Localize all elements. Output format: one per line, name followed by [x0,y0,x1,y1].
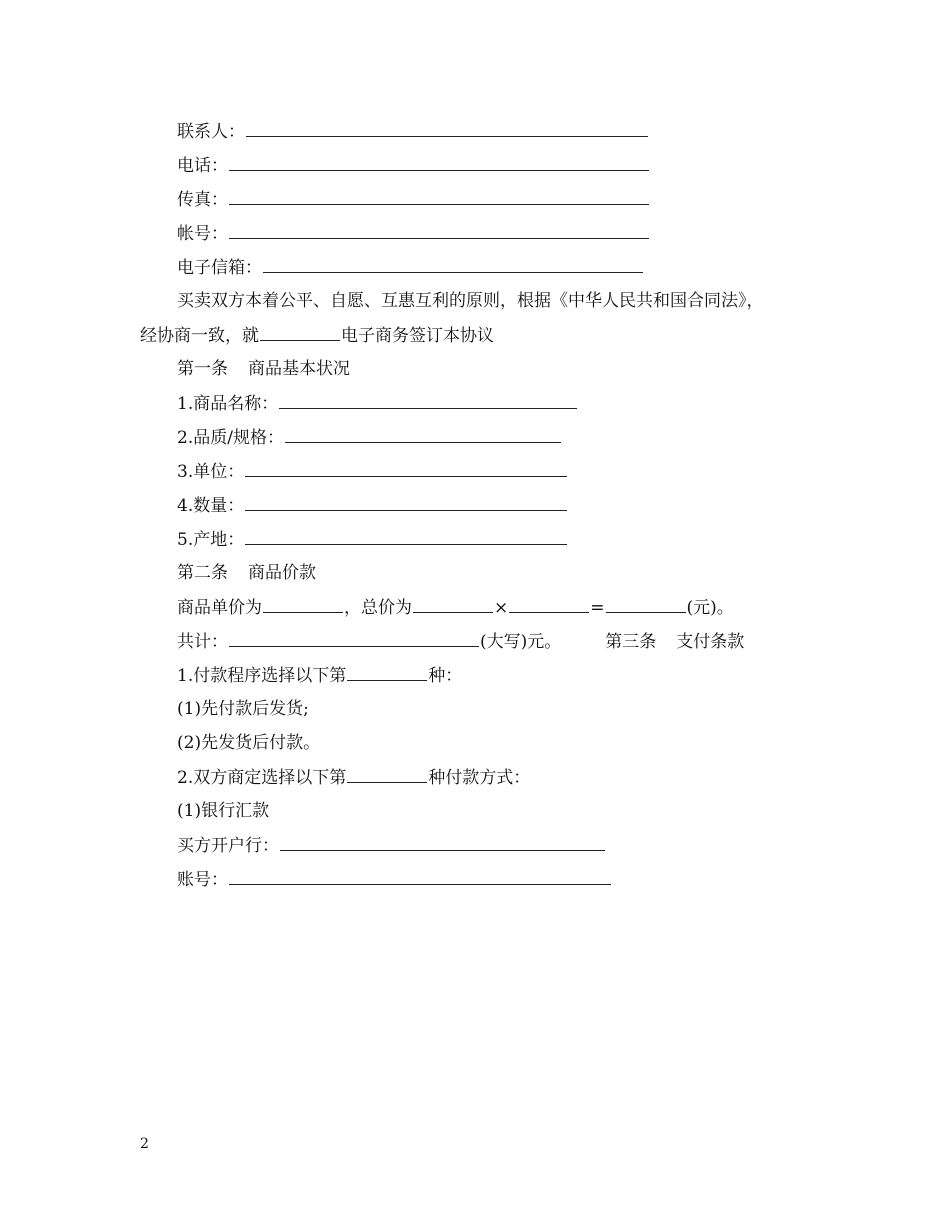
email-label: 电子信箱： [177,258,262,278]
email-blank[interactable] [263,256,643,273]
contact-person-label: 联系人： [177,122,245,142]
item-name-line [177,392,578,415]
price-factor2-blank[interactable] [509,596,589,613]
fax-blank[interactable] [229,188,649,205]
ecommerce-blank[interactable] [260,324,340,341]
item-unit-line [177,460,568,483]
payment-procedure-suffix: 种： [428,666,463,686]
intro-line-1: 买卖双方本着公平、自愿、互惠互利的原则，根据《中华人民共和国合同法》， [177,291,764,311]
payment-procedure-label: 1.付款程序选择以下第 [177,666,347,686]
buyer-bank-blank[interactable] [280,834,605,851]
account-blank[interactable] [229,222,649,239]
item-name-blank[interactable] [279,392,577,409]
item-qty-label: 4.数量： [177,496,245,516]
price-unit: (元)。 [686,598,734,618]
payment-method-suffix: 种付款方式： [428,768,531,788]
price-line [177,596,734,619]
item-qty-blank[interactable] [245,494,567,511]
times-sign: × [494,598,509,618]
contact-person-blank[interactable] [246,120,648,137]
item-spec-label: 2.品质/规格： [177,428,284,448]
fax-line [177,188,650,211]
bank-transfer-option: (1)银行汇款 [177,801,270,821]
item-origin-blank[interactable] [245,528,567,545]
item-spec-line [177,426,562,449]
price-factor1-blank[interactable] [413,596,493,613]
item-origin-line [177,528,568,551]
total-uppercase-blank[interactable] [229,630,479,647]
total-label: 共计： [177,632,228,652]
phone-line [177,154,650,177]
total-unit: (大写)元。 [480,632,562,652]
intro-line-2 [140,324,494,347]
intro-text-a: 经协商一致，就 [140,326,259,346]
item-unit-label: 3.单位： [177,462,245,482]
price-result-blank[interactable] [606,596,686,613]
equals-sign: = [590,598,605,618]
payment-method-label: 2.双方商定选择以下第 [177,768,347,788]
fax-label: 传真： [177,190,228,210]
intro-text-b: 电子商务签订本协议 [341,326,494,346]
option-postpay: (2)先发货后付款。 [177,733,321,753]
item-origin-label: 5.产地： [177,530,245,550]
payment-procedure-blank[interactable] [347,664,427,681]
account-label: 帐号： [177,224,228,244]
item-qty-line [177,494,568,517]
item-name-label: 1.商品名称： [177,394,279,414]
contact-person-line [177,120,649,143]
account-number-label: 账号： [177,870,228,890]
unit-price-label: 商品单价为 [177,598,262,618]
account-line [177,222,650,245]
option-prepay: (1)先付款后发货; [177,699,309,719]
article2-heading [177,562,316,584]
article1-number: 第一条 [177,359,228,379]
item-unit-blank[interactable] [245,460,567,477]
email-line [177,256,644,279]
article1-heading [177,358,350,380]
buyer-bank-label: 买方开户行： [177,836,279,856]
article3-title: 支付条款 [676,632,745,652]
account-number-blank[interactable] [229,868,611,885]
phone-blank[interactable] [229,154,649,171]
buyer-bank-line [177,834,606,857]
article3-number: 第三条 [605,632,657,652]
page-number: 2 [140,1136,149,1152]
article2-title: 商品价款 [248,563,316,583]
payment-method-line [177,766,530,789]
account-number-line [177,868,612,891]
payment-method-blank[interactable] [347,766,427,783]
unit-price-blank[interactable] [263,596,343,613]
article1-title: 商品基本状况 [248,359,350,379]
total-line [177,630,744,653]
payment-procedure-line [177,664,462,687]
item-spec-blank[interactable] [285,426,561,443]
phone-label: 电话： [177,156,228,176]
total-price-label: ，总价为 [344,598,412,618]
article2-number: 第二条 [177,563,228,583]
